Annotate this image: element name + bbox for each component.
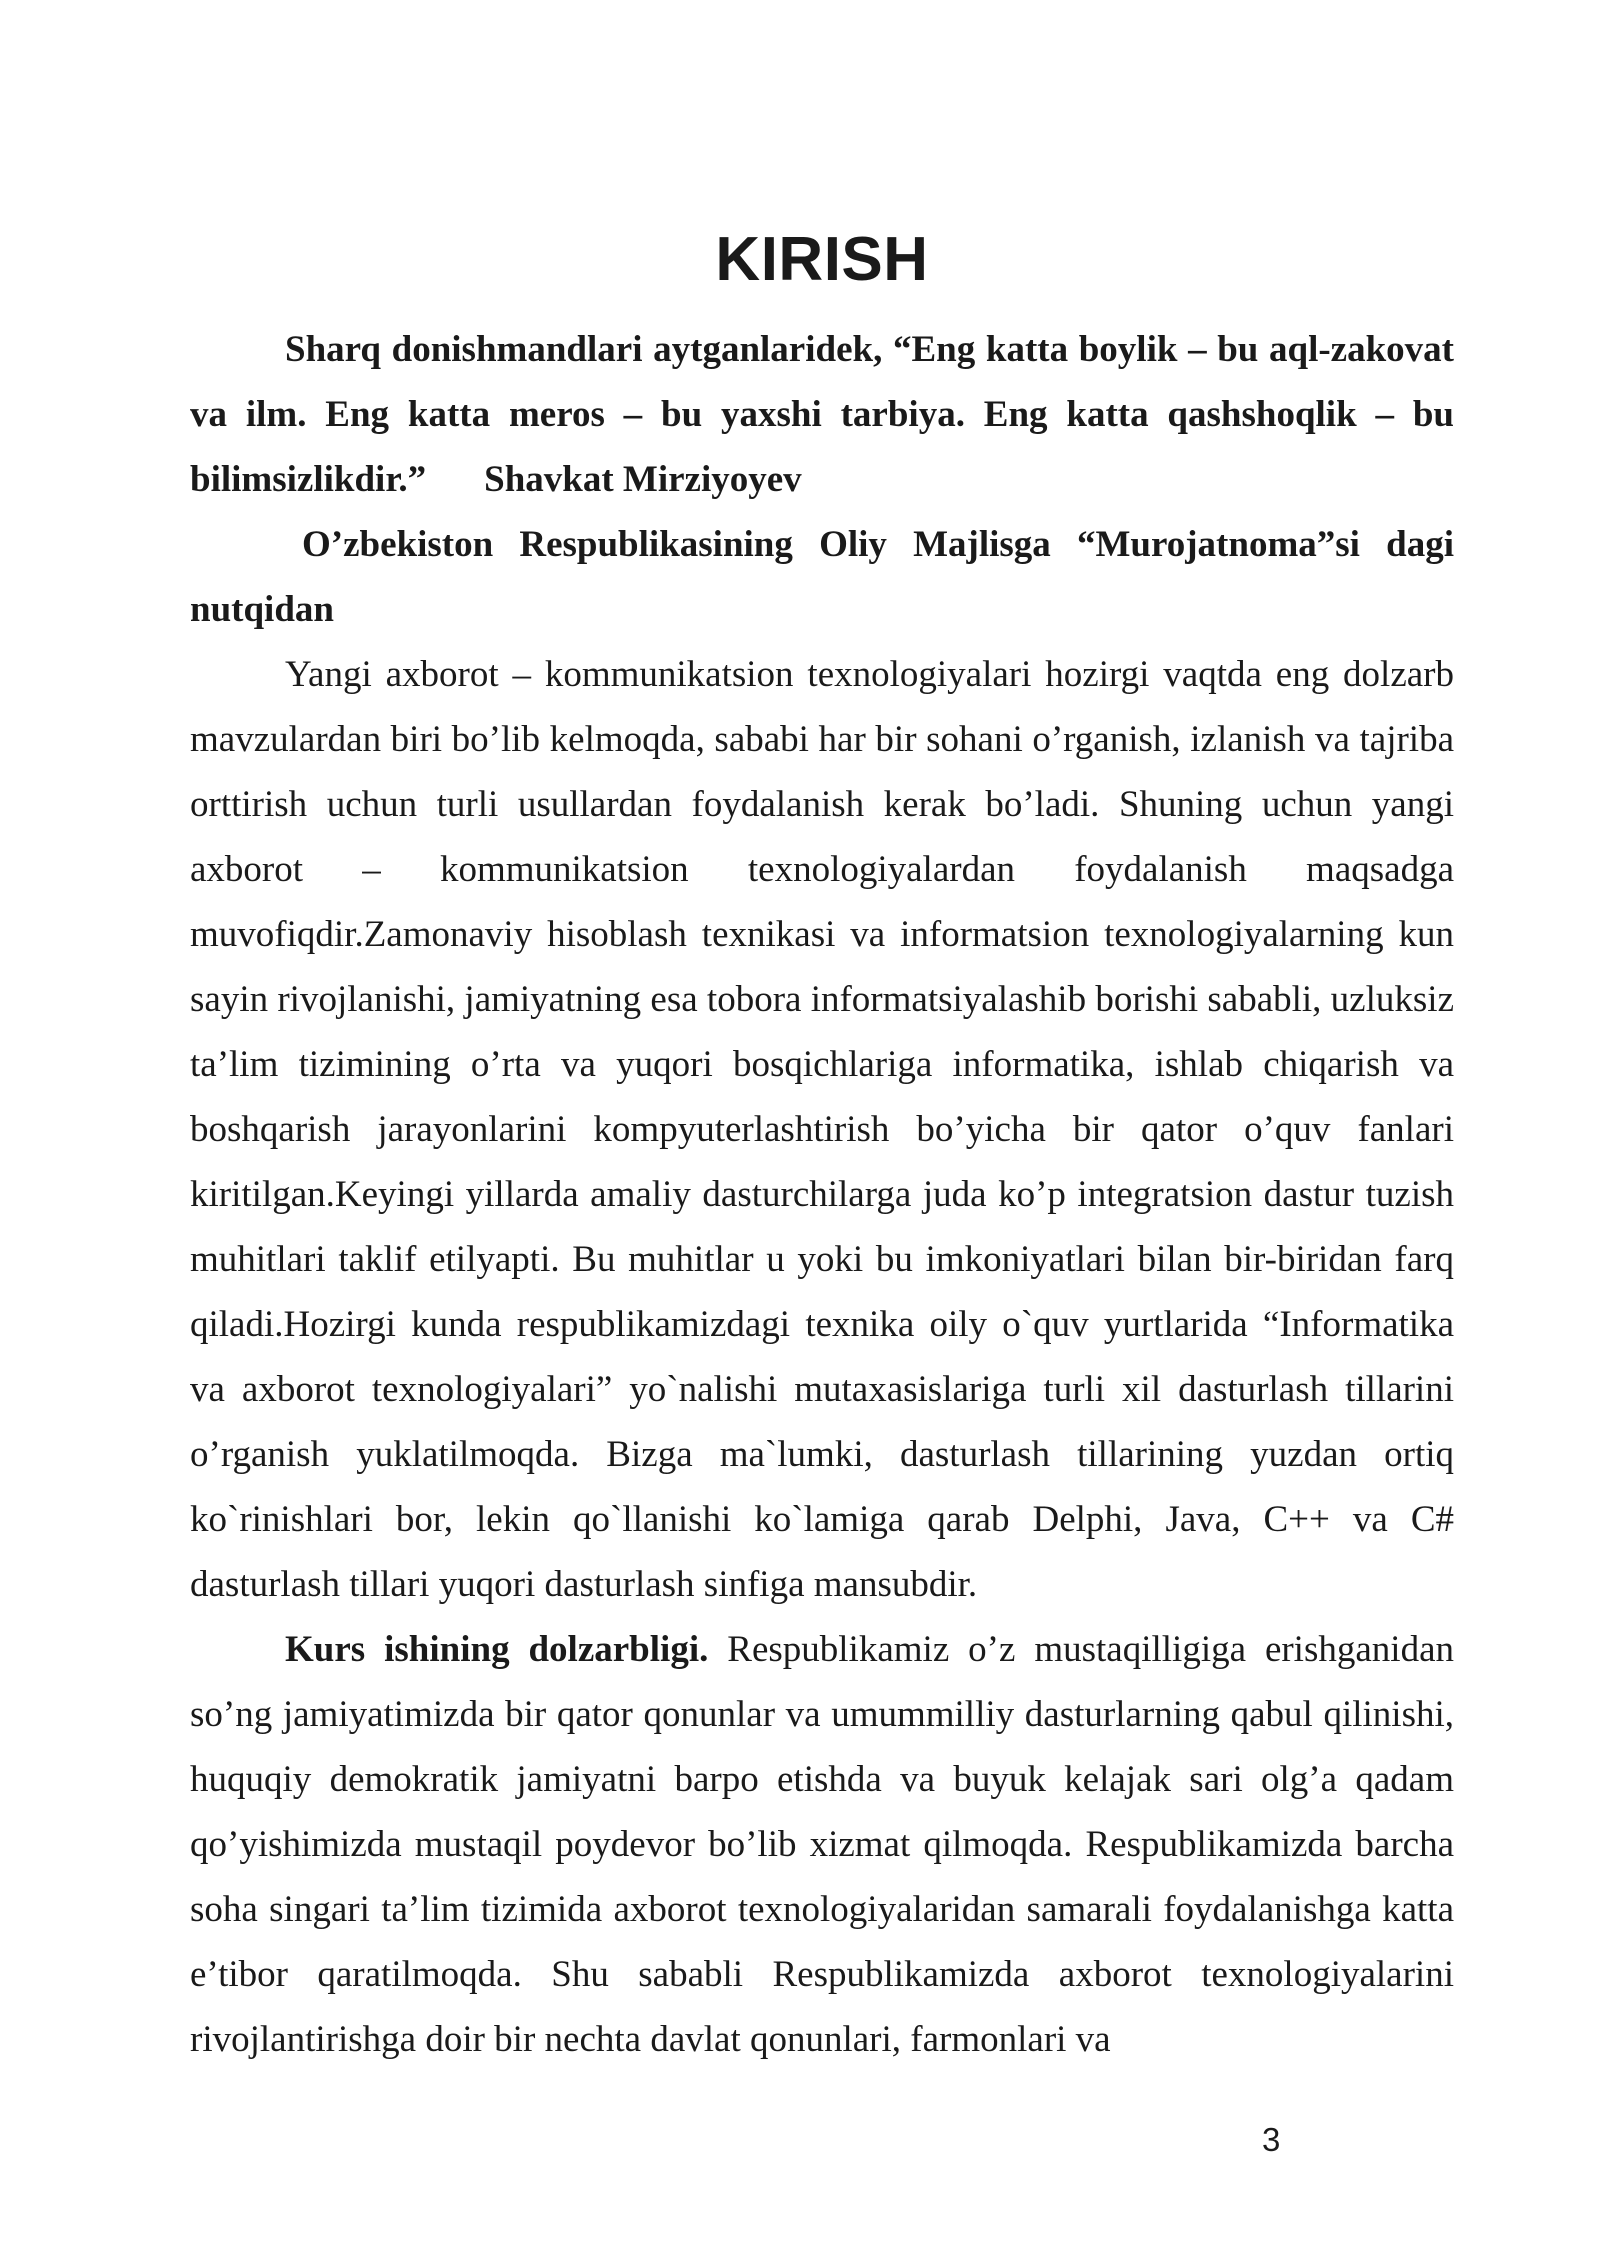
epigraph	[190, 317, 1454, 512]
body-paragraph: Yangi axborot – kommunikatsion texnologiyalari hozirgi vaqtda eng dolzarb mavzulardan biri bo’lib kelmoqda, sababi har bir sohani o’rganish, izlanish va tajriba orttirish uchun turli usullardan foydalanish kerak bo’ladi. Shuning uchun yangi axborot – kommunikatsion texnologiyalardan foydalanish maqsadga muvofiqdir.Zamonaviy hisoblash texnikasi va informatsion texnologiyalarning kun sayin rivojlanishi, jamiyatning esa tobora informatsiyalashib borishi sababli, uzluksiz ta’lim tizimining o’rta va yuqori bosqichlariga informatika, ishlab chiqarish va boshqarish jarayonlarini kompyuterlashtirish bo’yicha bir qator o’quv fanlari kiritilgan.Keyingi yillarda amaliy dasturchilarga juda ko’p integratsion dastur tuzish muhitlari taklif etilyapti. Bu muhitlar u yoki bu imkoniyatlari bilan bir-biridan farq qiladi.Hozirgi kunda respublikamizdagi texnika oily o`quv yurtlarida “Informatika va axborot texnologiyalari” yo`nalishi mutaxasislariga turli xil dasturlash tillarini o’rganish yuklatilmoqda. Bizga ma`lumki, dasturlash tillarining yuzdan ortiq ko`rinishlari bor, lekin qo`llanishi ko`lamiga qarab Delphi, Java, C++ va C# dasturlash tillari yuqori dasturlash sinfiga mansubdir.	[190, 654, 1454, 1605]
page-title: KIRISH	[715, 225, 929, 294]
epigraph-author: Shavkat Mirziyoyev	[484, 459, 802, 500]
section-text: Respublikamiz o’z mustaqilligiga erishganidan so’ng jamiyatimizda bir qator qonunlar va umummilliy dasturlarning qabul qilinishi, huquqiy demokratik jamiyatni barpo etishda va buyuk kelajak sari olg’a qadam qo’yishimizda mustaqil poydevor bo’lib xizmat qilmoqda. Respublikamizda barcha soha singari ta’lim tizimida axborot texnologiyalaridan samarali foydalanishga katta e’tibor qaratilmoqda. Shu sababli Respublikamizda axborot texnologiyalarini rivojlantirishga doir bir nechta davlat qonunlari, farmonlari va	[190, 1629, 1454, 2060]
section-heading: Kurs ishining dolzarbligi.	[285, 1629, 709, 1670]
body-paragraph	[190, 1617, 1454, 2072]
page-number: 3	[1262, 2121, 1281, 2158]
document-page	[190, 225, 1454, 2072]
epigraph-quote: Sharq donishmandlari aytganlaridek, “Eng katta boylik – bu aql-zakovat va ilm. Eng katta meros – bu yaxshi tarbiya. Eng katta qashshoqlik – bu bilimsizlikdir.”	[190, 329, 1454, 500]
epigraph-source: O’zbekiston Respublikasining Oliy Majlisga “Murojatnoma”si dagi nutqidan	[190, 524, 1454, 630]
